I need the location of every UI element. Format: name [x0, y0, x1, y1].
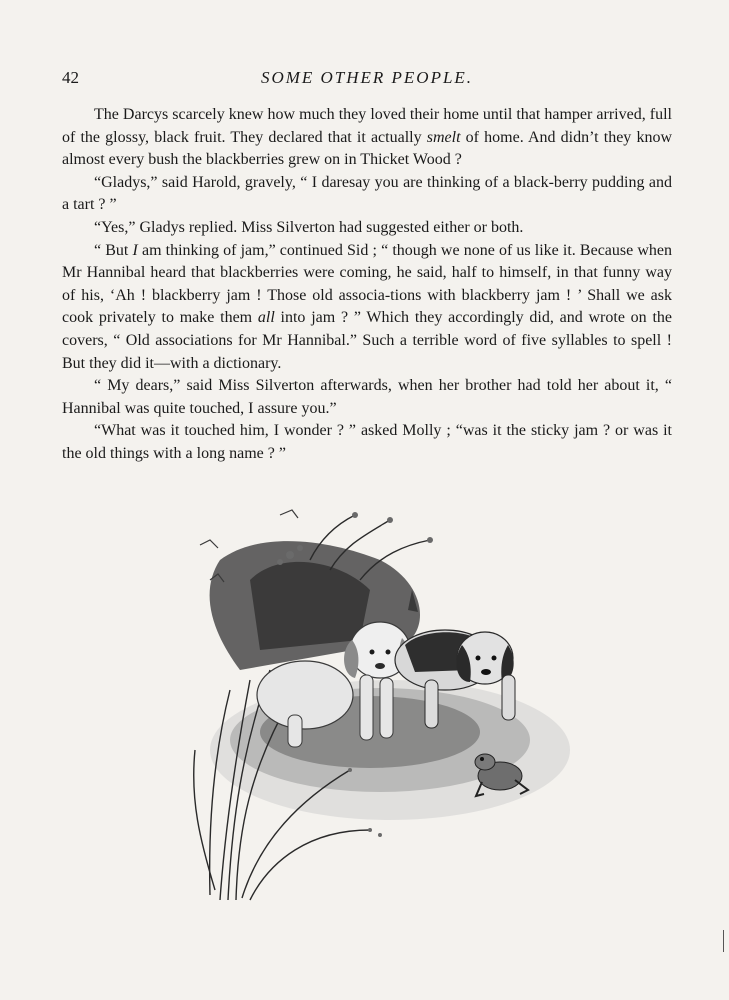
- page-header: [62, 68, 672, 90]
- paragraph: [62, 217, 672, 240]
- text-run: “What was it touched him, I wonder ? ” asked Molly ; “was it the sticky jam ? or was it the old things with a long name ? ”: [62, 422, 672, 462]
- text-run: The Darcys scarcely knew how much they loved their home until that hamper arrived, full of the glossy, black fruit. They declared that it actually: [62, 106, 672, 146]
- text-run: “Gladys,” said Harold, gravely, “ I daresay you are thinking of a black-berry pudding and a tart ? ”: [62, 173, 672, 214]
- italic-word: I: [132, 241, 138, 259]
- italic-word: all: [257, 309, 275, 327]
- text-run: “ My dears,” said Miss Silverton afterwards, when her brother had told her about it, “ Hannibal was quite touched, I assure you.”: [62, 377, 672, 417]
- paragraph: [62, 375, 672, 420]
- text-run: “ But: [94, 241, 133, 259]
- italic-word: smelt: [426, 128, 461, 146]
- body-text: [62, 104, 672, 466]
- text-run: of home. And didn’t they know almost every bush the blackberries grew on in Thicket Wood ?: [62, 128, 673, 169]
- text-run: am thinking of jam,” continued Sid ; “ though we none of us like it. Because when Mr Hannibal heard that blackberries were coming, he said, half to himself, in that funny way of his, ‘Ah ! blackberry jam ! Those old associa-tions with blackberry jam ! ’ Shall we ask cook privately to make them: [62, 241, 673, 327]
- text-run: into jam ? ” Which they accordingly did, and wrote on the covers, “ Old associations for Mr Hannibal.” Such a terrible word of five syllables to spell ! But they did it—with a dictionary.: [62, 309, 672, 372]
- paragraph: [62, 420, 672, 465]
- paragraph: [62, 104, 672, 172]
- page-edge-mark: [722, 930, 725, 952]
- paragraph: [62, 240, 672, 376]
- puppies-illustration: [180, 500, 580, 920]
- text-run: “Yes,” Gladys replied. Miss Silverton had suggested either or both.: [94, 218, 524, 236]
- page-number: 42: [62, 68, 79, 87]
- running-title: SOME OTHER PEOPLE.: [260, 68, 474, 87]
- paragraph: [62, 172, 672, 217]
